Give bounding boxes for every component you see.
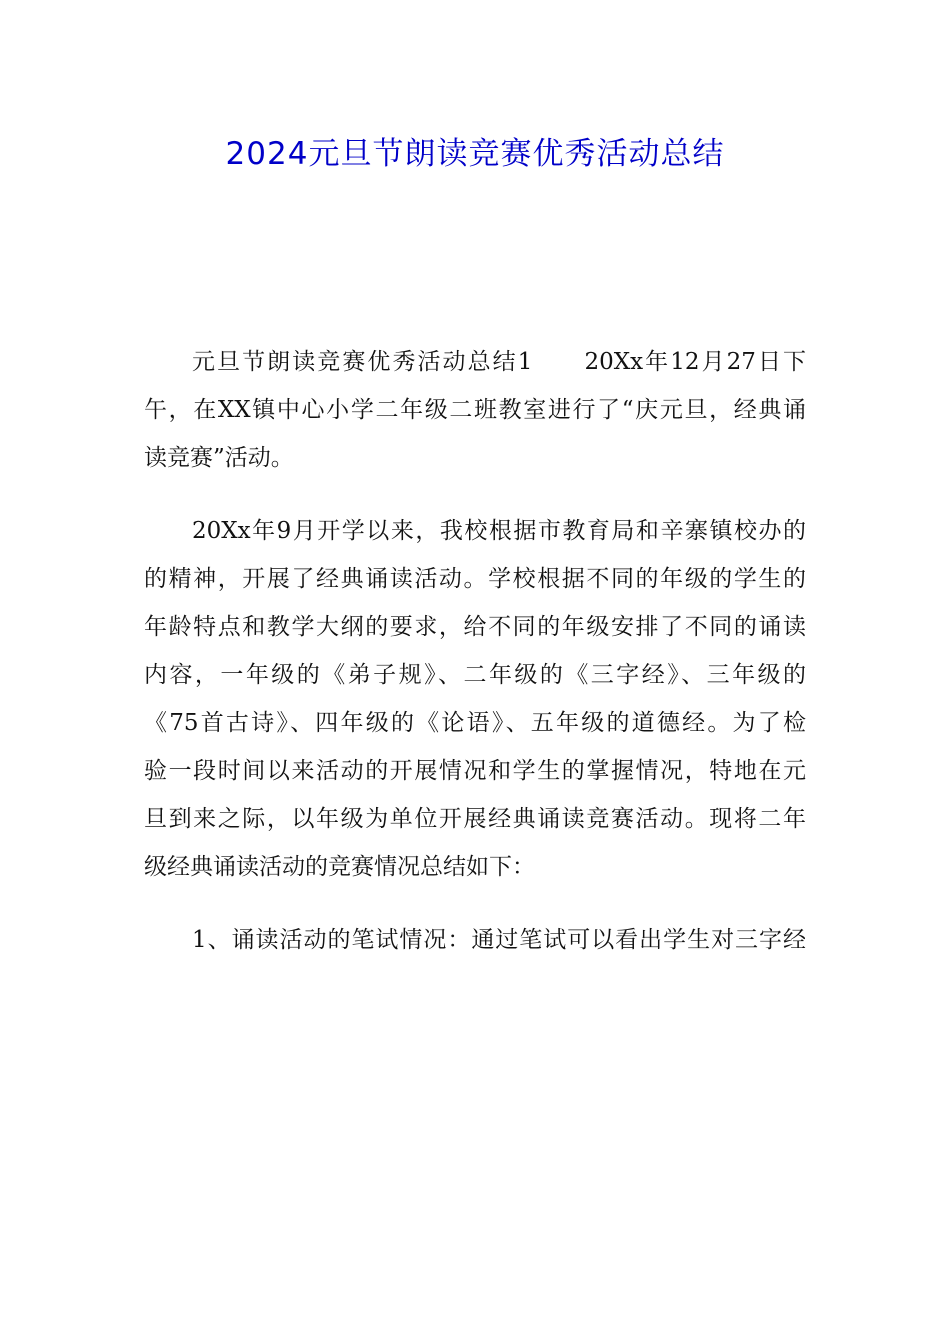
- paragraph-2-line-2: 的精神，开展了经典诵读活动。学校根据不同的年级的学生的: [144, 566, 806, 592]
- paragraph-2-line-1: 20Xx年9月开学以来，我校根据市教育局和辛寨镇校办的: [192, 518, 806, 544]
- paragraph-2-line-6: 验一段时间以来活动的开展情况和学生的掌握情况，特地在元: [144, 758, 806, 784]
- paragraph-2-line-7: 旦到来之际，以年级为单位开展经典诵读竞赛活动。现将二年: [144, 806, 806, 832]
- paragraph-2-line-4: 内容，一年级的《弟子规》、二年级的《三字经》、三年级的: [144, 662, 806, 688]
- document-title: 2024元旦节朗读竞赛优秀活动总结: [225, 136, 725, 172]
- paragraph-2-line-8: 级经典诵读活动的竞赛情况总结如下：: [144, 854, 535, 880]
- paragraph-2-line-3: 年龄特点和教学大纲的要求，给不同的年级安排了不同的诵读: [144, 614, 806, 640]
- paragraph-1-line-3: 读竞赛”活动。: [144, 445, 294, 471]
- paragraph-1-line-2: 午，在XX镇中心小学二年级二班教室进行了“庆元旦，经典诵: [144, 397, 806, 423]
- paragraph-3-line-1: 1、诵读活动的笔试情况：通过笔试可以看出学生对三字经: [192, 927, 806, 953]
- paragraph-1-line-1: 元旦节朗读竞赛优秀活动总结1 20Xx年12月27日下: [192, 349, 806, 375]
- document-body: [144, 338, 806, 964]
- paragraph-2-line-5: 《75首古诗》、四年级的《论语》、五年级的道德经。为了检: [144, 710, 806, 736]
